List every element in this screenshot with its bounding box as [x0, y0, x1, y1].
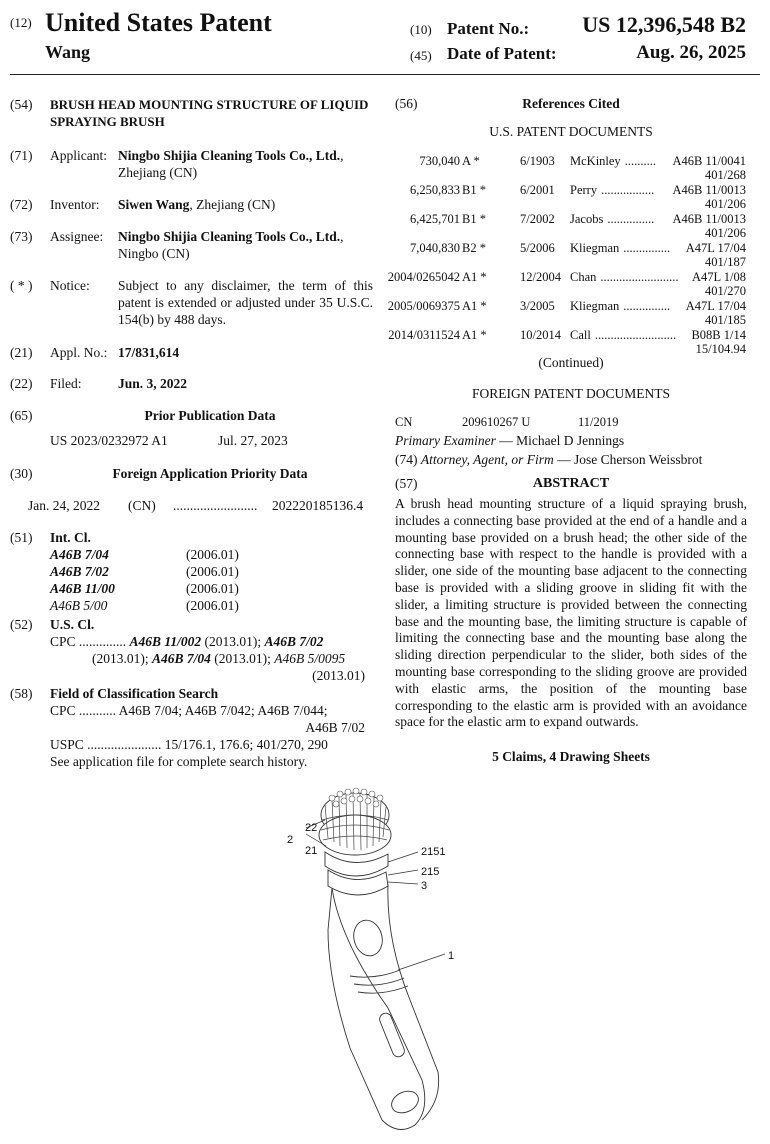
date-code: (45) [410, 48, 432, 63]
prior-code: (65) [10, 408, 33, 423]
date-label: Date of Patent: [447, 44, 557, 63]
field-label: Field of Classification Search [50, 686, 219, 701]
ref-class-secondary: 401/187 [705, 255, 746, 269]
intcl-version: (2006.01) [186, 598, 239, 613]
intcl-class: A46B 11/00 [50, 581, 115, 596]
ref-leader-dots: ............... [607, 212, 655, 226]
claims-summary: 5 Claims, 4 Drawing Sheets [492, 749, 650, 764]
ref-class-secondary: 401/185 [705, 313, 746, 327]
ref-label: 2151 [421, 846, 446, 858]
applicant-label: Applicant: [50, 148, 107, 163]
ref-kind: A1 * [462, 270, 487, 284]
ref-inventor: Call [570, 328, 591, 342]
assignee-name: Ningbo Shijia Cleaning Tools Co., Ltd. [118, 229, 341, 244]
filed-code: (22) [10, 376, 33, 391]
intcl-class: A46B 7/04 [50, 547, 109, 562]
abstract-heading: ABSTRACT [532, 476, 610, 491]
appl-code: (21) [10, 345, 33, 360]
ref-leader-dots: .......................... [594, 328, 677, 342]
ref-class: A46B 11/0013 [672, 212, 746, 226]
ref-inventor: Kliegman [570, 241, 620, 255]
cpc-line-2 [92, 650, 375, 667]
ref-label: 3 [421, 880, 428, 892]
ref-class: A47L 17/04 [685, 299, 746, 313]
ref-leader-dots: ............... [623, 241, 671, 255]
uscl-label: U.S. Cl. [50, 617, 95, 632]
patent-date: Aug. 26, 2025 [636, 42, 746, 63]
intcl-version: (2006.01) [186, 547, 239, 562]
ref-kind: A1 * [462, 328, 487, 342]
ref-date: 5/2006 [520, 241, 555, 255]
ref-label: 1 [448, 950, 455, 962]
ref-date: 12/2004 [520, 270, 561, 284]
refs-code: (56) [395, 96, 418, 111]
document-title: United States Patent [45, 8, 272, 37]
ref-inventor: Chan [570, 270, 597, 284]
ref-number: 7,040,830 [410, 241, 460, 255]
notice-text: Subject to any disclaimer, the term of this patent is extended or adjusted under 35 U.S.C. 154(b) by 488 days. [118, 278, 373, 327]
ref-inventor: McKinley [570, 154, 621, 168]
cpc-prefix: CPC .............. [50, 634, 127, 649]
ref-date: 6/2001 [520, 183, 555, 197]
refs-heading: References Cited [522, 96, 620, 111]
assignee-value [118, 228, 373, 262]
field-uspc: USPC ...................... 15/176.1, 176.6; 401/270, 290 [50, 737, 328, 752]
ref-class-secondary: 401/270 [705, 284, 746, 298]
patent-number: US 12,396,548 B2 [582, 12, 746, 37]
inventor-label: Inventor: [50, 197, 100, 212]
applicant-code: (71) [10, 148, 33, 163]
ref-label: 215 [421, 866, 440, 878]
patent-no-code: (10) [410, 22, 432, 37]
header-rule [10, 74, 760, 75]
ref-class: A47L 1/08 [691, 270, 746, 284]
invention-title: BRUSH HEAD MOUNTING STRUCTURE OF LIQUID SPRAYING BRUSH [50, 97, 369, 129]
abstract-text: A brush head mounting structure of a liquid spraying brush, includes a connecting base provided at the end of a handle and a mounting base provided on a brush head; the other side of the connecting base with respect to the handle is provided with a slider, one side of the mounting base adjacent to the connecting base is provided with a sliding groove in sliding fit with the slider, a limiting structure is provided between the connecting base and the mounting base, the limiting structure is capable of limiting the connecting base and the mounting base along the sliding direction perpendicular to the slider, both sides of the mounting base corresponding to the sliding groove are provided with elastic arms, the position of the mounting base corresponding to the elastic arm is provided with an avoidance space for the elastic arm to expand outwards. [395, 496, 747, 730]
cpc-line-1 [50, 633, 375, 650]
ref-label: 2 [287, 834, 294, 846]
ref-class-secondary: 401/206 [705, 197, 746, 211]
attorney-label: Attorney, Agent, or Firm [420, 452, 554, 467]
inventor-location: , Zhejiang (CN) [189, 197, 276, 212]
intcl-label: Int. Cl. [50, 530, 91, 545]
field-code: (58) [10, 686, 33, 701]
intcl-class: A46B 7/02 [50, 564, 109, 579]
header-left [10, 14, 32, 32]
cpc-class: A46B 11/002 [129, 634, 202, 649]
examiner-name: — Michael D Jennings [495, 433, 625, 448]
uscl-code: (52) [10, 617, 33, 632]
attorney-name: — Jose Cherson Weissbrot [553, 452, 703, 467]
brush-head [319, 788, 391, 855]
inventor-value [118, 196, 373, 213]
ref-inventor: Perry [570, 183, 598, 197]
ref-class: A46B 11/0041 [672, 154, 746, 168]
ref-kind: B2 * [462, 241, 486, 255]
cpc-class: A46B 7/02 [264, 634, 324, 649]
notice-label: Notice: [50, 278, 90, 293]
ref-name [570, 328, 676, 342]
ref-kind: B1 * [462, 212, 486, 226]
inventor-short-name: Wang [45, 42, 91, 62]
ref-class-secondary: 401/268 [705, 168, 746, 182]
ref-class-secondary: 15/104.94 [695, 342, 746, 356]
ref-number: 730,040 [419, 154, 460, 168]
foreign-number: 202220185136.4 [272, 498, 364, 513]
ref-date: 6/1903 [520, 154, 555, 168]
ref-kind: A * [462, 154, 480, 168]
assignee-code: (73) [10, 229, 33, 244]
prior-heading: Prior Publication Data [144, 408, 276, 423]
intcl-version: (2006.01) [186, 581, 239, 596]
ref-kind: A1 * [462, 299, 487, 313]
trigger-button [350, 917, 386, 959]
field-cpc-cont: A46B 7/02 [305, 720, 365, 735]
notice-code: ( * ) [10, 278, 33, 293]
cpc-version: (2013.01); [201, 634, 265, 649]
ref-inventor: Jacobs [570, 212, 604, 226]
ref-leader-dots: ......................... [600, 270, 679, 284]
applicant-name: Ningbo Shijia Cleaning Tools Co., Ltd. [118, 148, 341, 163]
filed-date: Jun. 3, 2022 [118, 376, 188, 391]
ref-number: 2004/0265042 [387, 270, 460, 284]
cpc-version: (2013.01); [210, 651, 275, 666]
ref-class: B08B 1/14 [691, 328, 746, 342]
cpc-class: A46B 5/0095 [274, 651, 346, 666]
ref-number: 2014/0311524 [388, 328, 460, 342]
foreign-heading: Foreign Application Priority Data [112, 466, 308, 481]
foreign-dots: ......................... [173, 498, 258, 513]
handle [328, 888, 425, 1129]
foreign-country: (CN) [128, 498, 156, 513]
foreign-code: (30) [10, 466, 33, 481]
field-see-note: See application file for complete search history. [50, 754, 308, 769]
intcl-version: (2006.01) [186, 564, 239, 579]
ref-leader-dots: ................. [601, 183, 655, 197]
inventor-code: (72) [10, 197, 33, 212]
filed-label: Filed: [50, 376, 82, 391]
cpc-version: (2013.01); [92, 651, 152, 666]
ref-name [570, 299, 670, 313]
ref-date: 3/2005 [520, 299, 555, 313]
title-code: (54) [10, 97, 33, 112]
foreign-date: Jan. 24, 2022 [28, 498, 100, 513]
ref-name [570, 154, 656, 168]
prior-pub-date: Jul. 27, 2023 [218, 433, 288, 448]
abstract-code: (57) [395, 476, 418, 491]
doc-kind-code: (12) [10, 15, 32, 30]
ref-date: 7/2002 [520, 212, 555, 226]
ref-inventor: Kliegman [570, 299, 620, 313]
applicant-location: , Zhejiang (CN) [118, 148, 344, 180]
ref-name [570, 241, 670, 255]
applicant-value [118, 147, 373, 181]
ref-name [570, 183, 654, 197]
cpc-class: A46B 7/04 [152, 651, 211, 666]
primary-examiner [395, 433, 624, 449]
ref-leader-dots: .......... [624, 154, 656, 168]
ref-class: A47L 17/04 [685, 241, 746, 255]
refs-continued: (Continued) [538, 355, 604, 370]
ref-label: 22 [305, 822, 318, 834]
foreign-patent-date: 11/2019 [578, 415, 619, 429]
intcl-class: A46B 5/00 [50, 598, 108, 613]
mounting-base [325, 852, 388, 876]
foreign-patent-country: CN [395, 415, 413, 429]
ref-name [570, 212, 654, 226]
appl-label: Appl. No.: [50, 345, 108, 360]
ref-number: 6,425,701 [410, 212, 460, 226]
ref-class: A46B 11/0013 [672, 183, 746, 197]
ref-kind: B1 * [462, 183, 486, 197]
assignee-location: , Ningbo (CN) [118, 229, 344, 261]
foreign-patents-heading: FOREIGN PATENT DOCUMENTS [471, 386, 671, 401]
ref-number: 6,250,833 [410, 183, 460, 197]
assignee-label: Assignee: [50, 229, 104, 244]
ref-leader-dots: ............... [623, 299, 671, 313]
attorney-code: (74) [395, 452, 418, 467]
brush-drawing [270, 780, 510, 1140]
ref-number: 2005/0069375 [387, 299, 460, 313]
attorney [395, 452, 702, 468]
ref-label: 21 [305, 845, 318, 857]
ref-class-secondary: 401/206 [705, 226, 746, 240]
inventor-name: Siwen Wang [118, 197, 190, 212]
patent-no-label: Patent No.: [447, 19, 530, 38]
ref-date: 10/2014 [520, 328, 561, 342]
us-patents-heading: U.S. PATENT DOCUMENTS [489, 124, 653, 139]
ref-name [570, 270, 679, 284]
intcl-code: (51) [10, 530, 33, 545]
cpc-version: (2013.01) [312, 668, 365, 683]
field-cpc: CPC ........... A46B 7/04; A46B 7/042; A46B 7/044; [50, 703, 328, 718]
foreign-patent-number: 209610267 U [462, 415, 531, 429]
examiner-label: Primary Examiner [395, 433, 496, 448]
appl-number: 17/831,614 [118, 345, 180, 360]
prior-pub-number: US 2023/0232972 A1 [50, 433, 168, 448]
